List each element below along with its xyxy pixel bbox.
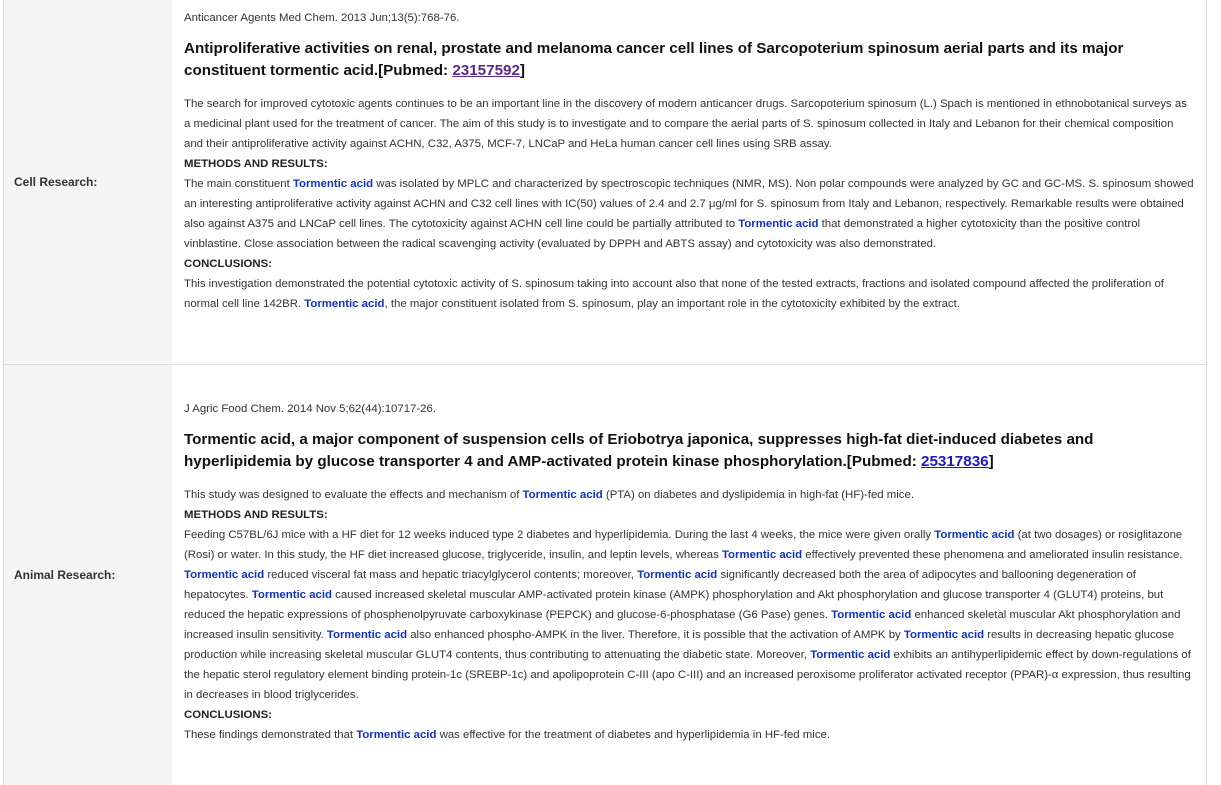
compound-keyword: Tormentic acid [721, 549, 803, 561]
text-segment: results in decreasing hepatic glucose production while increasing skeletal muscular GLUT4 contents, thus contributing to attenuating the diabetic state. Moreover, [184, 629, 1175, 661]
abstract-intro: The search for improved cytotoxic agents continues to be an important line in the discovery of modern anticancer drugs. Sarcopoterium spinosum (L.) Spach is mentioned in ethnobotanical surveys as a medicinal plant used for the treatment of cancer. The aim of this study is to investigate and to compare the aerial parts of S. spinosum collected in Italy and Lebanon for their chemical composition and their antiproliferative activity against ACHN, C32, A375, MCF-7, LNCaP and HeLa human cancer cell lines using SRB assay. [184, 98, 1187, 150]
research-content [172, 0, 1206, 364]
article-title-end: ] [519, 62, 525, 79]
compound-keyword: Tormentic acid [522, 489, 603, 501]
compound-keyword: Tormentic acid [831, 609, 912, 621]
article-title-text: Tormentic acid, a major component of suspension cells of Eriobotrya japonica, suppresses high-fat diet-induced diabetes and hyperlipidemia by glucose transporter 4 and AMP-activated protein kinase phosphorylation.[Pubmed: [184, 431, 1094, 470]
row-label: Cell Research: [4, 0, 172, 364]
article-title [184, 429, 1194, 473]
row-label: Animal Research: [4, 365, 172, 785]
methods-text [184, 174, 1194, 254]
text-segment: (PTA) on diabetes and dyslipidemia in high-fat (HF)-fed mice. [602, 489, 914, 501]
compound-keyword: Tormentic acid [326, 629, 408, 641]
compound-keyword: Tormentic acid [810, 649, 891, 661]
text-segment: , the major constituent isolated from S. spinosum, play an important role in the cytotoxicity exhibited by the extract. [384, 298, 960, 310]
conclusions-heading: CONCLUSIONS: [184, 258, 272, 270]
methods-heading: METHODS AND RESULTS: [184, 509, 328, 521]
journal-citation: Anticancer Agents Med Chem. 2013 Jun;13(5):768-76. [184, 12, 460, 24]
article-title-text: Antiproliferative activities on renal, prostate and melanoma cancer cell lines of Sarcopoterium spinosum aerial parts and its major constituent tormentic acid.[Pubmed: [184, 40, 1124, 79]
text-segment: reduced visceral fat mass and hepatic triacylglycerol contents; moreover, [264, 569, 638, 581]
journal-citation: J Agric Food Chem. 2014 Nov 5;62(44):10717-26. [184, 403, 437, 415]
text-segment: These findings demonstrated that [184, 729, 357, 741]
compound-keyword: Tormentic acid [184, 569, 265, 581]
text-segment: The main constituent [184, 178, 293, 190]
compound-keyword: Tormentic acid [292, 178, 374, 190]
cell-research-row [4, 0, 1206, 365]
conclusions-text [184, 274, 1194, 314]
compound-keyword: Tormentic acid [251, 589, 332, 601]
research-table [3, 0, 1207, 785]
abstract [184, 94, 1194, 314]
text-segment: effectively prevented these phenomena and ameliorated insulin resistance. [802, 549, 1183, 561]
text-segment: This study was designed to evaluate the effects and mechanism of [184, 489, 523, 501]
compound-keyword: Tormentic acid [934, 529, 1015, 541]
text-segment: also enhanced phospho-AMPK in the liver. Therefore, it is possible that the activation of AMPK by [407, 629, 904, 641]
abstract [184, 485, 1194, 745]
compound-keyword: Tormentic acid [637, 569, 718, 581]
methods-text [184, 525, 1194, 705]
article-title [184, 38, 1194, 82]
text-segment: enhanced skeletal muscular Akt phosphorylation and increased insulin sensitivity. [184, 609, 1181, 641]
text-segment: was isolated by MPLC and characterized by spectroscopic techniques (NMR, MS). Non polar compounds were analyzed by GC and GC-MS. S. spinosum showed an interesting antiproliferative activity against ACHN and C32 cell lines with IC(50) values of 2.4 and 2.7 μg/ml for S. spinosum from Italy and Lebanon, respectively. Remarkable results were obtained also against A375 and LNCaP cell lines. The cytotoxicity against ACHN cell line could be partially attributed to [184, 178, 1194, 230]
research-content [172, 365, 1206, 785]
animal-research-row [4, 365, 1206, 785]
text-segment: was effective for the treatment of diabetes and hyperlipidemia in HF-fed mice. [436, 729, 831, 741]
text-segment: (at two dosages) or rosiglitazone (Rosi) or water. In this study, the HF diet increased glucose, triglyceride, insulin, and leptin levels, whereas [184, 529, 1183, 561]
compound-keyword: Tormentic acid [356, 729, 437, 741]
text-segment: Feeding C57BL/6J mice with a HF diet for 12 weeks induced type 2 diabetes and hyperlipidemia. During the last 4 weeks, the mice were given orally [184, 529, 935, 541]
text-segment: This investigation demonstrated the potential cytotoxic activity of S. spinosum taking into account also that none of the tested extracts, fractions and isolated compound affected the proliferation of normal cell line 142BR. [184, 278, 1164, 310]
compound-keyword: Tormentic acid [738, 218, 819, 230]
compound-keyword: Tormentic acid [903, 629, 985, 641]
text-segment: exhibits an antihyperlipidemic effect by down-regulations of the hepatic sterol regulatory element binding protein-1c (SREBP-1c) and apolipoprotein C-III (apo C-III) and an increased peroxisome proliferator activated receptor (PPAR)-α expression, thus resulting in decreases in blood triglycerides. [184, 649, 1191, 701]
methods-heading: METHODS AND RESULTS: [184, 158, 328, 170]
conclusions-text [184, 725, 1194, 745]
pubmed-link[interactable]: 25317836 [921, 453, 989, 470]
text-segment: that demonstrated a higher cytotoxicity than the positive control vinblastine. Close association between the radical scavenging activity (evaluated by DPPH and ABTS assay) and cytotoxicity was also demonstrated. [184, 218, 1141, 250]
text-segment: caused increased skeletal muscular AMP-activated protein kinase (AMPK) phosphorylation and Akt phosphorylation and glucose transporter 4 (GLUT4) proteins, but reduced the hepatic expressions of phosphenolpyruvate carboxykinase (PEPCK) and glucose-6-phosphatase (G6 Pase) genes. [184, 589, 1164, 621]
conclusions-heading: CONCLUSIONS: [184, 709, 272, 721]
article-title-end: ] [988, 453, 994, 470]
abstract-intro [184, 485, 1194, 505]
compound-keyword: Tormentic acid [304, 298, 385, 310]
pubmed-link[interactable]: 23157592 [452, 62, 520, 79]
text-segment: significantly decreased both the area of adipocytes and ballooning degeneration of hepatocytes. [184, 569, 1136, 601]
